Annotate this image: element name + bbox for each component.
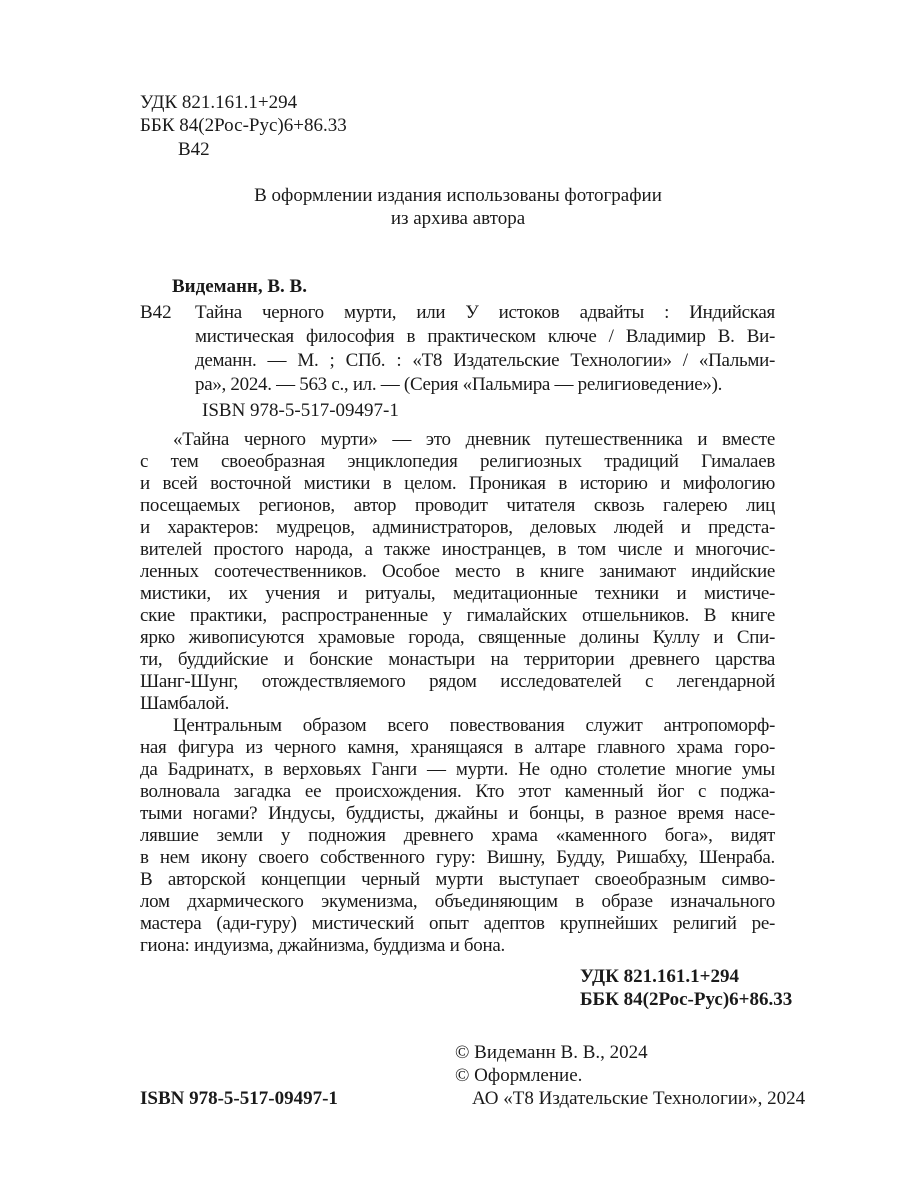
- entry-isbn: ISBN 978-5-517-09497-1: [202, 400, 399, 421]
- annotation-line: и всей восточной мистики в целом. Проникая в историю и мифологию: [140, 473, 775, 494]
- photo-note-line: из архива автора: [390, 208, 526, 229]
- annotation-line: тыми ногами? Индусы, буддисты, джайны и бонцы, в разное время насе-: [140, 803, 775, 824]
- annotation-line: в нем икону своего собственного гуру: Вишну, Будду, Ришабху, Шенраба.: [140, 847, 775, 868]
- annotation-line: ские практики, распространенные у гималайских отшельников. В книге: [140, 605, 775, 626]
- entry-mark: В42: [140, 302, 172, 323]
- annotation-line: волновала загадка ее происхождения. Кто этот каменный йог с поджа-: [140, 781, 775, 802]
- annotation-line: гиона: индуизма, джайнизма, буддизма и бона.: [140, 935, 505, 956]
- annotation-line: ти, буддийские и бонские монастыри на территории древнего царства: [140, 649, 775, 670]
- annotation-line: ленных соотечественников. Особое место в книге занимают индийские: [140, 561, 775, 582]
- udk-code: УДК 821.161.1+294: [140, 92, 298, 113]
- annotation-line: посещаемых регионов, автор проводит читателя сквозь галерею лиц: [140, 495, 775, 516]
- bottom-isbn: ISBN 978-5-517-09497-1: [140, 1088, 338, 1109]
- photo-note-line: В оформлении издания использованы фотографии: [254, 185, 662, 206]
- entry-line: деманн. — М. ; СПб. : «Т8 Издательские Технологии» / «Пальми-: [195, 350, 775, 371]
- entry-line: ра», 2024. — 563 с., ил. — (Серия «Пальмира — религиоведение»).: [195, 374, 723, 395]
- annotation-line: ярко живописуются храмовые города, священные долины Куллу и Спи-: [140, 627, 775, 648]
- bbk-code: ББК 84(2Рос-Рус)6+86.33: [140, 115, 347, 136]
- annotation-line: вителей простого народа, а также иностранцев, в том числе и многочис-: [140, 539, 775, 560]
- annotation-line: лявшие земли у подножия древнего храма «каменного бога», видят: [140, 825, 775, 846]
- annotation-line: Центральным образом всего повествования служит антропоморф-: [173, 715, 775, 736]
- annotation-line: мистики, их учения и ритуалы, медитационные техники и мистиче-: [140, 583, 775, 604]
- entry-line: Тайна черного мурти, или У истоков адвайты : Индийская: [195, 302, 775, 323]
- copyright-author: © Видеманн В. В., 2024: [455, 1042, 648, 1063]
- entry-author: Видеманн, В. В.: [172, 276, 307, 297]
- annotation-line: с тем своеобразная энциклопедия религиозных традиций Гималаев: [140, 451, 775, 472]
- bottom-bbk: ББК 84(2Рос-Рус)6+86.33: [580, 989, 793, 1010]
- annotation-line: да Бадринатх, в верховьях Ганги — мурти. Не одно столетие многие умы: [140, 759, 775, 780]
- annotation-line: Шанг-Шунг, отождествляемого рядом исследователей с легендарной: [140, 671, 775, 692]
- annotation-line: ная фигура из черного камня, хранящаяся в алтаре главного храма горо-: [140, 737, 775, 758]
- annotation-line: лом дхармического экуменизма, объединяющим в образе изначального: [140, 891, 775, 912]
- copyright-design: © Оформление.: [455, 1065, 583, 1086]
- annotation-line: мастера (ади-гуру) мистический опыт адептов крупнейших религий ре-: [140, 913, 775, 934]
- annotation-line: «Тайна черного мурти» — это дневник путешественника и вместе: [173, 429, 775, 450]
- annotation-line: В авторской концепции черный мурти выступает своеобразным симво-: [140, 869, 775, 890]
- bottom-udk: УДК 821.161.1+294: [580, 966, 739, 987]
- author-mark: В42: [178, 139, 210, 160]
- entry-line: мистическая философия в практическом ключе / Владимир В. Ви-: [195, 326, 775, 347]
- annotation-line: и характеров: мудрецов, администраторов, деловых людей и предста-: [140, 517, 775, 538]
- annotation-line: Шамбалой.: [140, 693, 230, 714]
- copyright-publisher: АО «Т8 Издательские Технологии», 2024: [472, 1088, 806, 1109]
